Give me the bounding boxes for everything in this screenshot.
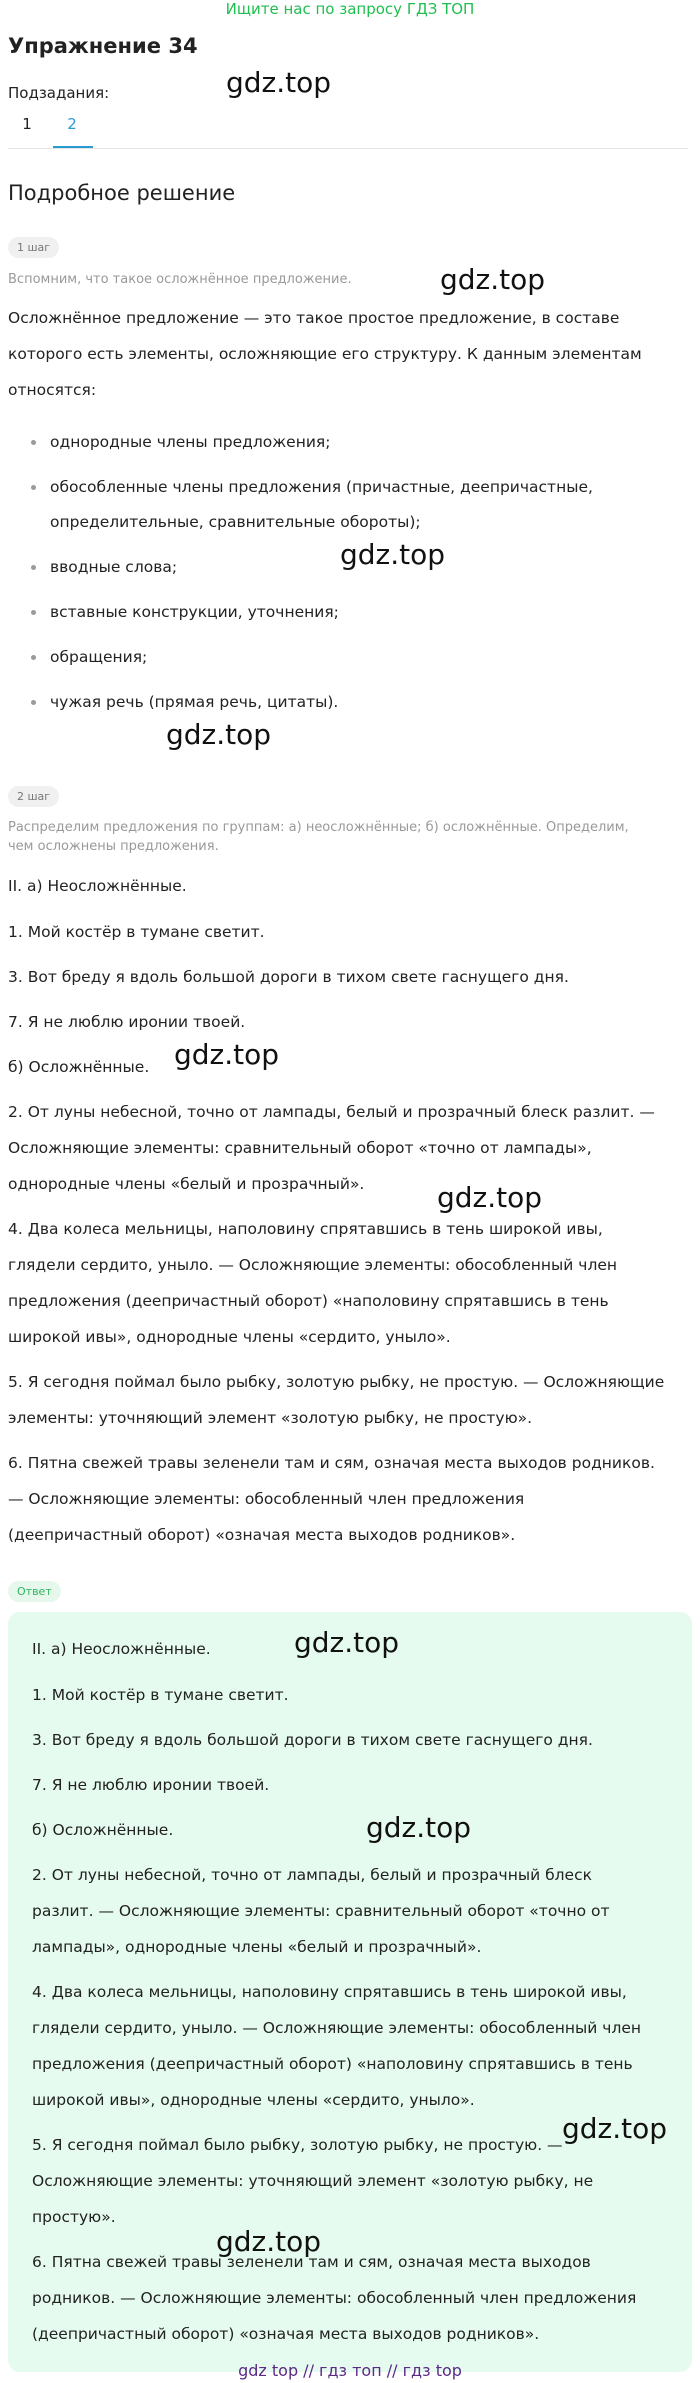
- subtasks-label: Подзадания:: [8, 84, 110, 102]
- search-banner: Ищите нас по запросу ГДЗ ТОП: [225, 0, 475, 18]
- answer-line: (деепричастный оборот) «означая места выходов родников».: [32, 2325, 540, 2343]
- watermark: gdz.top: [216, 2225, 322, 2258]
- answer-line: лампады», однородные члены «белый и прозрачный».: [32, 1938, 482, 1956]
- list-item: [8, 425, 698, 460]
- list-item-text: определительные, сравнительные обороты);: [50, 513, 421, 531]
- solution-line: предложения (деепричастный оборот) «наполовину спрятавшись в тень: [8, 1292, 609, 1310]
- answer-line: предложения (деепричастный оборот) «наполовину спрятавшись в тень: [32, 2055, 633, 2073]
- answer-line: простую».: [32, 2208, 116, 2226]
- watermark: gdz.top: [174, 1038, 280, 1071]
- step-badge-label: 2 шаг: [8, 786, 59, 807]
- bullet-icon: [31, 440, 36, 445]
- bullet-icon: [31, 565, 36, 570]
- paragraph-line: которого есть элементы, осложняющие его структуру. К данным элементам: [8, 345, 642, 363]
- solution-line: 5. Я сегодня поймал было рыбку, золотую рыбку, не простую. — Осложняющие: [8, 1373, 665, 1391]
- answer-line: 2. От луны небесной, точно от лампады, белый и прозрачный блеск: [32, 1866, 592, 1884]
- solution-line: широкой ивы», однородные члены «сердито, уныло».: [8, 1328, 451, 1346]
- bullet-icon: [31, 655, 36, 660]
- page-title: Упражнение 34: [8, 34, 198, 58]
- list-item-text: чужая речь (прямая речь, цитаты).: [50, 693, 339, 711]
- answer-line: 7. Я не люблю иронии твоей.: [32, 1776, 270, 1794]
- answer-line: б) Осложнённые.: [32, 1821, 174, 1839]
- solution-line: 6. Пятна свежей травы зеленели там и сям, означая места выходов родников.: [8, 1454, 655, 1472]
- solution-line: — Осложняющие элементы: обособленный член предложения: [8, 1490, 525, 1508]
- step-2-badge: [8, 785, 59, 807]
- answer-line: 4. Два колеса мельницы, наполовину спрятавшись в тень широкой ивы,: [32, 1983, 627, 2001]
- footer-links: gdz top // гдз топ // гдз top: [238, 2361, 462, 2380]
- solution-line: глядели сердито, уныло. — Осложняющие элементы: обособленный член: [8, 1256, 618, 1274]
- section-title: Подробное решение: [8, 181, 236, 205]
- answer-line: 5. Я сегодня поймал было рыбку, золотую рыбку, не простую. —: [32, 2136, 563, 2154]
- answer-line: 6. Пятна свежей травы зеленели там и сям, означая места выходов: [32, 2253, 591, 2271]
- list-item: [8, 640, 698, 675]
- solution-line: Осложняющие элементы: сравнительный оборот «точно от лампады»,: [8, 1139, 592, 1157]
- watermark: gdz.top: [166, 718, 272, 751]
- answer-badge-label: Ответ: [8, 1581, 61, 1602]
- tab-subtask-2[interactable]: 2: [67, 115, 77, 133]
- watermark: gdz.top: [294, 1626, 400, 1659]
- solution-line: II. а) Неосложнённые.: [8, 877, 187, 895]
- answer-line: широкой ивы», однородные члены «сердито, уныло».: [32, 2091, 475, 2109]
- answer-line: Осложняющие элементы: уточняющий элемент «золотую рыбку, не: [32, 2172, 594, 2190]
- step-1-hint: Вспомним, что такое осложнённое предложение.: [8, 272, 352, 287]
- answer-badge: [8, 1580, 61, 1602]
- hint-line: Распределим предложения по группам: а) неосложнённые; б) осложнённые. Определим,: [8, 820, 629, 835]
- list-item: [8, 470, 698, 540]
- answer-line: родников. — Осложняющие элементы: обособленный член предложения: [32, 2289, 637, 2307]
- solution-line: 2. От луны небесной, точно от лампады, белый и прозрачный блеск разлит. —: [8, 1103, 655, 1121]
- solution-line: 1. Мой костёр в тумане светит.: [8, 923, 265, 941]
- watermark: gdz.top: [226, 66, 332, 99]
- answer-line: II. а) Неосложнённые.: [32, 1640, 211, 1658]
- list-item-text: однородные члены предложения;: [50, 433, 331, 451]
- answer-line: 1. Мой костёр в тумане светит.: [32, 1686, 289, 1704]
- watermark: gdz.top: [340, 538, 446, 571]
- answer-line: 3. Вот бреду я вдоль большой дороги в тихом свете гаснущего дня.: [32, 1731, 593, 1749]
- bullet-icon: [31, 485, 36, 490]
- solution-line: однородные члены «белый и прозрачный».: [8, 1175, 365, 1193]
- divider: [8, 148, 688, 149]
- watermark: gdz.top: [366, 1811, 472, 1844]
- watermark: gdz.top: [440, 263, 546, 296]
- solution-line: б) Осложнённые.: [8, 1058, 150, 1076]
- step-1-badge: [8, 236, 59, 258]
- bullet-icon: [31, 700, 36, 705]
- solution-line: 3. Вот бреду я вдоль большой дороги в тихом свете гаснущего дня.: [8, 968, 569, 986]
- solution-line: (деепричастный оборот) «означая места выходов родников».: [8, 1526, 516, 1544]
- elements-list: [8, 425, 698, 730]
- list-item: [8, 595, 698, 630]
- step-1-paragraph: [8, 300, 698, 408]
- watermark: gdz.top: [562, 2112, 668, 2145]
- paragraph-line: относятся:: [8, 381, 97, 399]
- hint-line: чем осложнены предложения.: [8, 839, 219, 854]
- list-item-text: вводные слова;: [50, 558, 178, 576]
- list-item-text: обращения;: [50, 648, 148, 666]
- list-item-text: обособленные члены предложения (причастные, деепричастные,: [50, 478, 593, 496]
- watermark: gdz.top: [437, 1181, 543, 1214]
- list-item: [8, 685, 698, 720]
- solution-line: элементы: уточняющий элемент «золотую рыбку, не простую».: [8, 1409, 533, 1427]
- list-item-text: вставные конструкции, уточнения;: [50, 603, 339, 621]
- step-badge-label: 1 шаг: [8, 237, 59, 258]
- answer-line: разлит. — Осложняющие элементы: сравнительный оборот «точно от: [32, 1902, 610, 1920]
- paragraph-line: Осложнённое предложение — это такое простое предложение, в составе: [8, 309, 620, 327]
- solution-line: 7. Я не люблю иронии твоей.: [8, 1013, 246, 1031]
- solution-line: 4. Два колеса мельницы, наполовину спрятавшись в тень широкой ивы,: [8, 1220, 603, 1238]
- bullet-icon: [31, 610, 36, 615]
- tab-subtask-1[interactable]: 1: [22, 115, 32, 133]
- step-2-hint: [8, 818, 698, 856]
- answer-line: глядели сердито, уныло. — Осложняющие элементы: обособленный член: [32, 2019, 642, 2037]
